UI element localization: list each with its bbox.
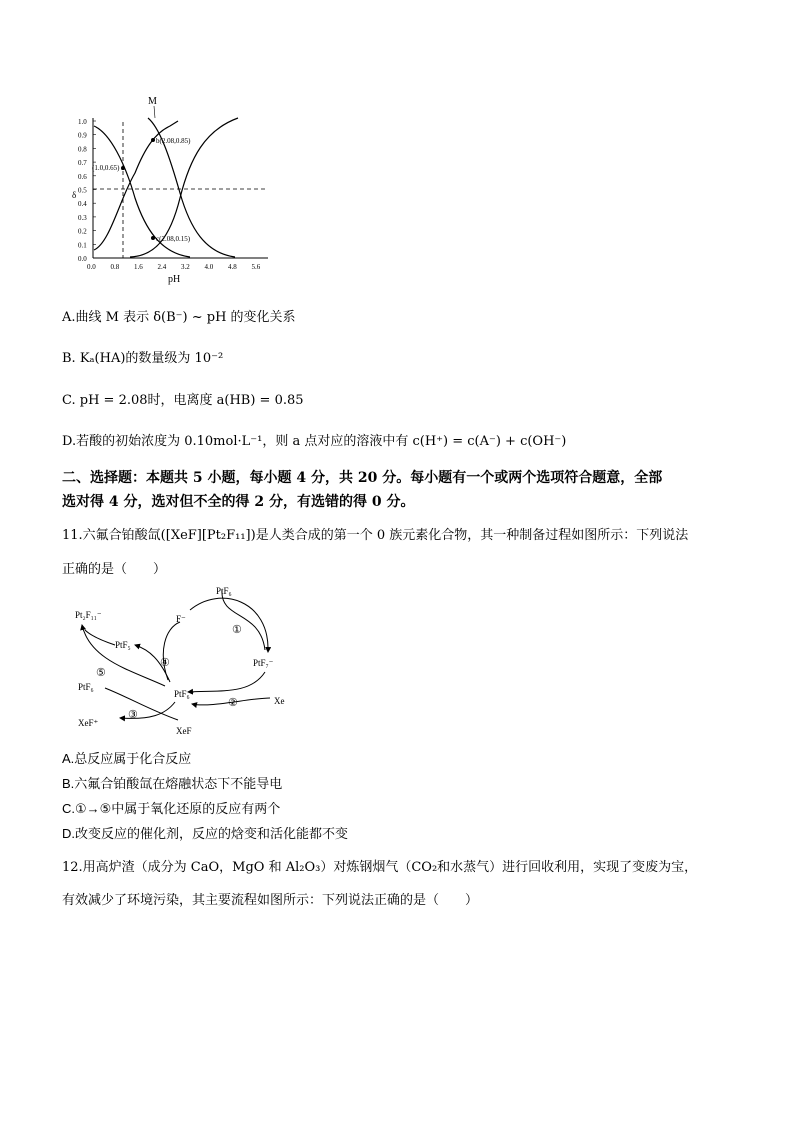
y-tick-label: 0.2 <box>78 227 87 236</box>
q10-option-a: A.曲线 M 表示 δ(B⁻) ~ pH 的变化关系 <box>62 310 296 325</box>
q12-stem-line1: 12.用高炉渣（成分为 CaO，MgO 和 Al₂O₃）对炼钢烟气（CO₂和水蒸气）进行回收利用，实现了变废为宝， <box>62 860 698 875</box>
step2-label: ② <box>228 697 238 709</box>
reaction-cycle-diagram <box>70 580 310 740</box>
q11-option-b: B.六氟合铂酸氙在熔融状态下不能导电 <box>62 776 283 791</box>
x-tick-label: 5.6 <box>251 263 261 271</box>
step4-label: ④ <box>160 657 170 669</box>
q10-option-c: C. pH = 2.08时，电离度 a(HB) = 0.85 <box>62 393 304 408</box>
x-tick-label: 0.8 <box>110 263 120 271</box>
y-tick-label: 0.0 <box>78 255 87 263</box>
pt2f11-label: Pt₂F₁₁⁻ <box>75 610 102 620</box>
q11-option-a: A.总反应属于化合反应 <box>62 751 192 766</box>
ptf5-label: PtF₅ <box>115 640 131 650</box>
q11-option-d: D.改变反应的催化剂，反应的焓变和活化能都不变 <box>62 826 349 841</box>
y-tick-label: 0.6 <box>78 172 87 181</box>
step4-arrow-b <box>163 622 180 680</box>
x-axis-label: pH <box>168 274 181 285</box>
f-minus-label: F⁻ <box>176 614 186 624</box>
x-tick-label: 1.6 <box>134 263 143 271</box>
x-tick-label: 4.8 <box>228 263 237 271</box>
curve-m-label: M <box>148 96 157 107</box>
q10-option-b: B. Kₐ(HA)的数量级为 10⁻² <box>62 351 224 366</box>
q11-option-c: C.①→⑤中属于氧化还原的反应有两个 <box>62 801 281 816</box>
q11-stem-line2: 正确的是（ ） <box>62 562 167 577</box>
delta-ph-figure <box>60 88 280 288</box>
section2-line2: 选对得 4 分，选对但不全的得 2 分，有选错的得 0 分。 <box>62 494 415 510</box>
curve-m-pointer <box>154 106 155 118</box>
point-c-marker <box>151 236 155 240</box>
y-tick-label: 0.3 <box>78 213 87 222</box>
step2-arrow-a <box>188 672 265 692</box>
ptf6-top-label: PtF₆ <box>216 586 232 596</box>
step5-label: ⑤ <box>96 667 106 679</box>
x-tick-label: 0.0 <box>87 263 96 271</box>
ptf7-label: PtF₇⁻ <box>253 658 274 668</box>
x-tick-label: 4.0 <box>204 263 214 271</box>
point-b-label: b(2.08,0.85) <box>156 137 191 145</box>
x-tick-label: 3.2 <box>181 263 190 271</box>
section2-line1: 二、选择题：本题共 5 小题，每小题 4 分，共 20 分。每小题有一个或两个选项符合题意，全部 <box>62 470 663 486</box>
y-tick-label: 0.7 <box>78 159 87 168</box>
point-b-marker <box>151 138 155 142</box>
y-tick-label: 0.9 <box>78 131 87 140</box>
x-ticks <box>87 263 261 271</box>
q10-option-d: D.若酸的初始浓度为 0.10mol·L⁻¹，则 a 点对应的溶液中有 c(H⁺) = c(A⁻) + c(OH⁻) <box>62 434 567 449</box>
q12-stem-line2: 有效减少了环境污染，其主要流程如图所示：下列说法正确的是（ ） <box>62 893 479 908</box>
y-tick-label: 0.8 <box>78 145 87 154</box>
ptf6-left-label: PtF₆ <box>78 682 94 692</box>
xe-label: Xe <box>274 696 285 706</box>
y-axis-label: δ <box>72 190 77 200</box>
step3-arrow-b <box>105 688 178 720</box>
xef-label: XeF <box>176 726 192 736</box>
y-tick-label: 0.5 <box>78 186 87 195</box>
step3-label: ③ <box>128 709 138 721</box>
point-c-label: c(2.08,0.15) <box>156 235 191 243</box>
point-a-label: (1.0,0.65) a <box>92 164 125 172</box>
y-tick-label: 0.1 <box>78 241 87 250</box>
ptf6-center-label: PtF₆⁻ <box>174 689 195 699</box>
step1-arrow <box>190 598 268 652</box>
y-tick-label: 1.0 <box>78 118 87 126</box>
y-tick-label: 0.4 <box>78 200 87 209</box>
x-tick-label: 2.4 <box>157 263 167 271</box>
q11-stem-line1: 11.六氟合铂酸氙([XeF][Pt₂F₁₁])是人类合成的第一个 0 族元素化合物，其一种制备过程如图所示：下列说法 <box>62 528 689 543</box>
step1-label: ① <box>232 624 242 636</box>
xef-plus-label: XeF⁺ <box>78 718 99 728</box>
